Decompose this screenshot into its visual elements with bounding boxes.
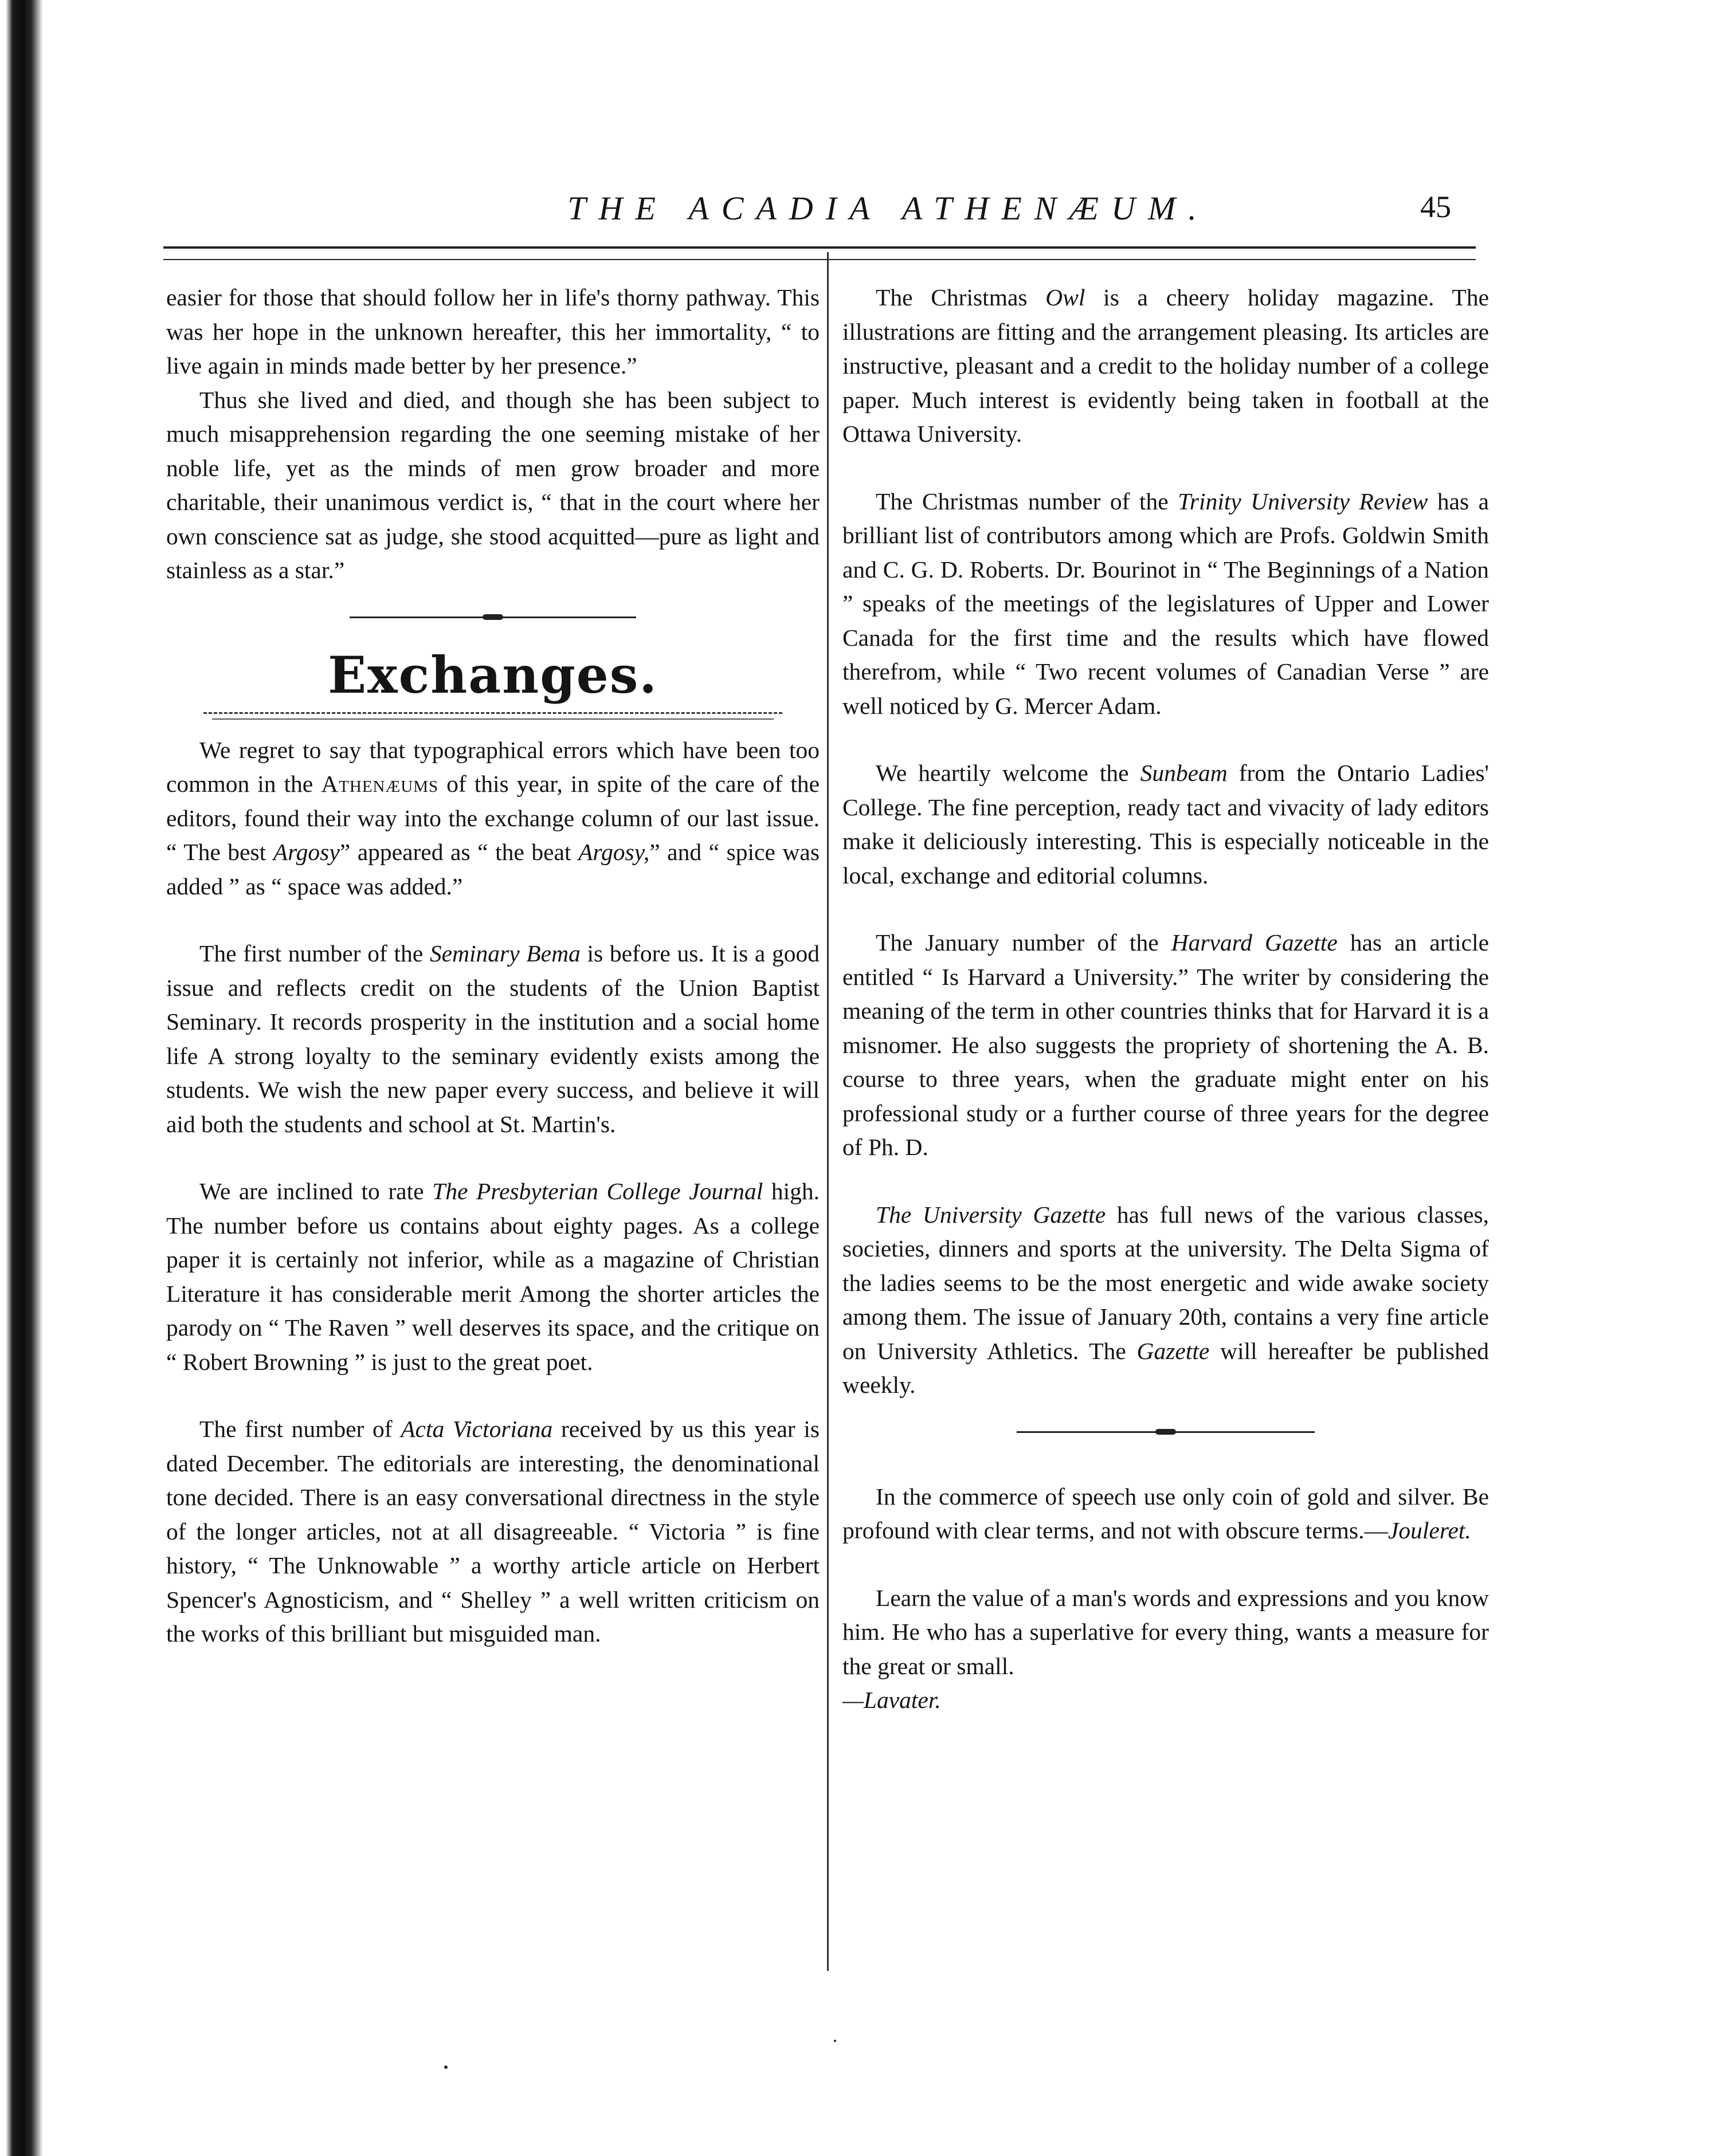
- running-head: [172, 189, 1713, 235]
- text: We are inclined to rate: [199, 1178, 424, 1204]
- section-heading-exchanges: Exchanges.: [328, 645, 658, 705]
- publication-title: Owl: [1045, 284, 1085, 311]
- ornamental-rule: [1017, 1431, 1315, 1433]
- publication-title: Harvard Gazette: [1171, 929, 1338, 956]
- right-column: [842, 281, 1489, 1718]
- publication-title: Trinity University Review: [1178, 488, 1428, 515]
- quotation: [842, 1581, 1489, 1684]
- scan-speck: [444, 2065, 448, 2069]
- column-divider: [827, 252, 829, 1971]
- ornamental-rule: [350, 616, 636, 618]
- quotation: [842, 1480, 1489, 1548]
- text: ” appeared as “ the beat: [339, 839, 571, 865]
- text: The Christmas number of the: [876, 488, 1169, 515]
- text: received by us this year is dated December. The editorials are interesting, the denominational tone decided. There is an easy conversational directness in the style of the longer articles, not at all disagreeable. “ Victoria ” is fine history, “ The Unknowable ” a worthy article article on Herbert Spencer's Agnosticism, and “ Shelley ” a well written criticism on the works of this brilliant but misguided man.: [166, 1416, 820, 1647]
- header-rule: [163, 246, 1476, 249]
- quote-author: Jouleret.: [1387, 1517, 1471, 1544]
- text: The first number of the: [199, 940, 424, 967]
- publication-title: Acta Victoriana: [401, 1416, 553, 1442]
- journal-title: THE ACADIA ATHENÆUM.: [567, 190, 1209, 227]
- header-rule-thin: [163, 259, 1476, 260]
- left-column: [166, 281, 820, 1651]
- text: is a cheery holiday magazine. The illustrations are fitting and the arrangement pleasing. Its articles are instructive, pleasant and a credit to the holiday number of a college paper. Much interest is evidently being taken in football at the Ottawa University.: [842, 284, 1489, 447]
- rule-ornament: [483, 614, 503, 620]
- section-rule: [203, 712, 782, 714]
- text: has full news of the various classes, societies, dinners and sports at the university. The Delta Sigma of the ladies seems to be the most energetic and wide awake society among them. The issue of January 20th, contains a very fine article on University Athletics. The: [842, 1201, 1489, 1364]
- exchange-paragraph: [166, 937, 820, 1141]
- exchange-paragraph: [842, 1198, 1489, 1403]
- exchange-paragraph: [166, 1175, 820, 1379]
- book-spine-shadow: [0, 0, 50, 2156]
- text: ” and “ spice was added ” as “ space was added.”: [166, 839, 820, 900]
- paragraph: easier for those that should follow her in life's thorny pathway. This was her hope in the unknown hereafter, this her immortality, “ to live again in minds made better by her presence.”: [166, 284, 820, 379]
- quote-text: Learn the value of a man's words and expressions and you know him. He who has a superlative for every thing, wants a measure for the great or small.: [842, 1584, 1489, 1679]
- publication-title: The University Gazette: [876, 1201, 1106, 1228]
- text: is before us. It is a good issue and reflects credit on the students of the Union Baptist Seminary. It records prosperity in the institution and a social home life A strong loyalty to the seminary evidently exists among the students. We wish the new paper every success, and believe it will aid both the students and school at St. Martin's.: [166, 940, 820, 1137]
- text: of this year, in spite of the care of the editors, found their way into the exchange column of our last issue. “ The best: [166, 771, 820, 865]
- text: has a brilliant list of contributors among which are Profs. Goldwin Smith and C. G. D. Roberts. Dr. Bourinot in “ The Beginnings of a Nation ” speaks of the meetings of the legislatures of Upper and Lower Canada for the first time and the results which have flowed therefrom, while “ Two recent volumes of Canadian Verse ” are well noticed by G. Mercer Adam.: [842, 488, 1489, 719]
- exchange-paragraph: [166, 1412, 820, 1651]
- quote-text: In the commerce of speech use only coin of gold and silver. Be profound with clear terms, and not with obscure terms.—: [842, 1483, 1489, 1544]
- rule-ornament: [1155, 1429, 1176, 1435]
- quote-author-line: [842, 1683, 1489, 1718]
- exchange-paragraph: [166, 733, 820, 904]
- text: Athenæums: [321, 771, 439, 797]
- paragraph: Thus she lived and died, and though she has been subject to much misapprehension regarding the one seeming mistake of her noble life, yet as the minds of men grow broader and more charitable, their unanimous verdict is, “ that in the court where her own conscience sat as judge, she stood acquitted—pure as light and stainless as a star.”: [166, 386, 820, 583]
- text: The first number of: [199, 1416, 393, 1442]
- exchange-paragraph: [842, 756, 1489, 893]
- publication-title: Argosy,: [578, 839, 650, 865]
- text: from the Ontario Ladies' College. The fine perception, ready tact and vivacity of lady editors make it deliciously interesting. This is especially noticeable in the local, exchange and editorial columns.: [842, 760, 1489, 889]
- text: We heartily welcome the: [876, 760, 1129, 786]
- publication-title: Argosy: [273, 839, 340, 865]
- publication-title: Gazette: [1136, 1337, 1210, 1364]
- text: high. The number before us contains about eighty pages. As a college paper it is certainly not inferior, while as a magazine of Christian Literature it has considerable merit Among the shorter articles the parody on “ The Raven ” well deserves its space, and the critique on “ Robert Browning ” is just to the great poet.: [166, 1178, 820, 1375]
- publication-title: Seminary Bema: [429, 940, 581, 967]
- text: has an article entitled “ Is Harvard a University.” The writer by considering the meaning of the term in other countries thinks that for Harvard it is a misnomer. He also suggests the propriety of shortening the A. B. course to three years, when the graduate might enter on his professional study or a further course of three years for the degree of Ph. D.: [842, 929, 1489, 1160]
- exchange-paragraph: [842, 485, 1489, 724]
- scan-speck: [834, 2040, 836, 2042]
- text: We regret to say that typographical errors which have been too common in the: [166, 736, 820, 797]
- text: The January number of the: [876, 929, 1159, 956]
- text: The Christmas: [876, 284, 1028, 311]
- text: will hereafter be published weekly.: [842, 1337, 1489, 1398]
- page-number: 45: [1420, 190, 1451, 224]
- exchange-paragraph: [842, 926, 1489, 1165]
- publication-title: The Presbyterian College Journal: [432, 1178, 763, 1204]
- exchange-paragraph: [842, 281, 1489, 451]
- publication-title: Sunbeam: [1140, 760, 1228, 786]
- quote-author: —Lavater.: [842, 1687, 941, 1713]
